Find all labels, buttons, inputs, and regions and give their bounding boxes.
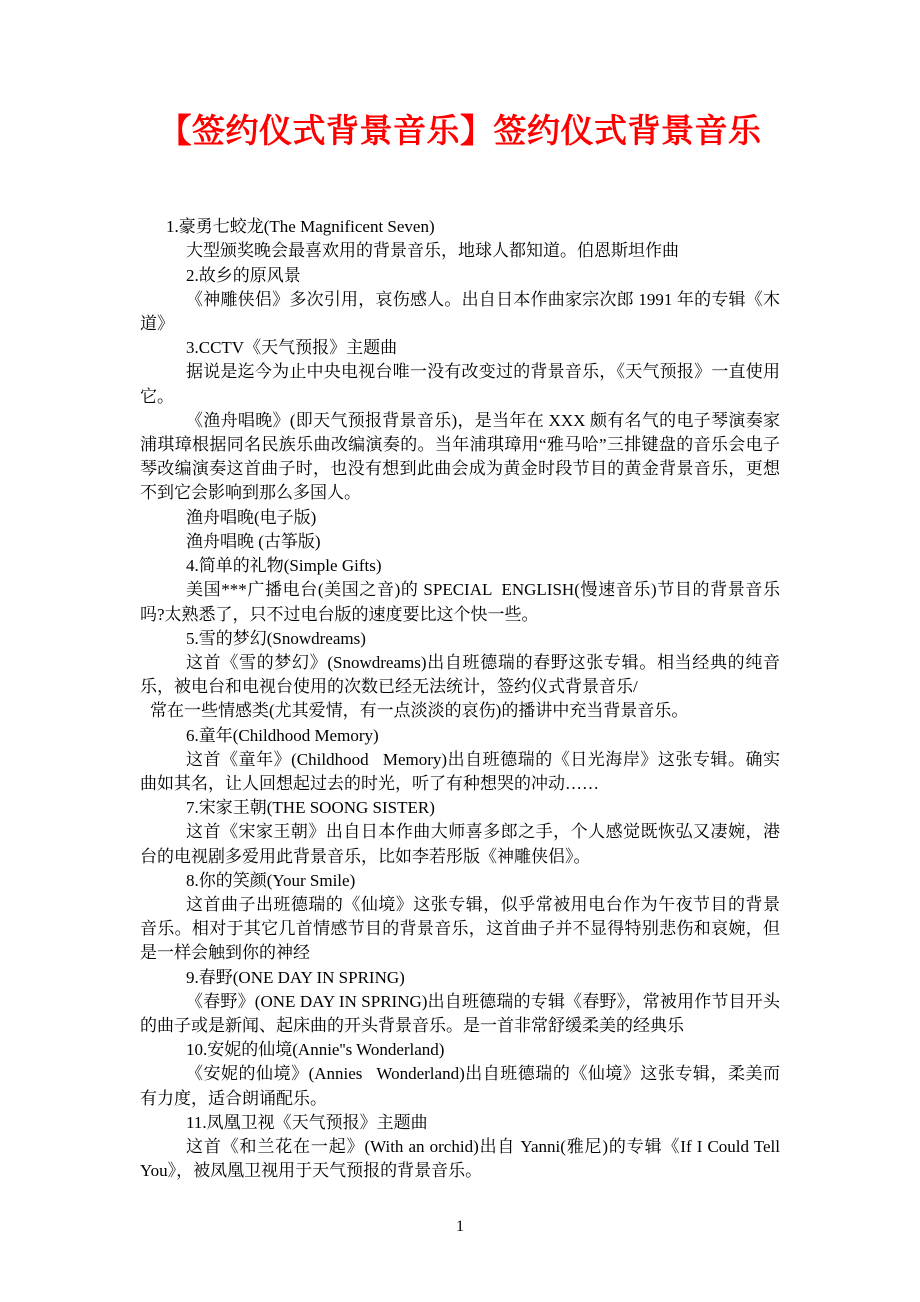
paragraph: 这首曲子出班德瑞的《仙境》这张专辑，似乎常被用电台作为午夜节目的背景音乐。相对于其它几首情感节目的背景音乐，这首曲子并不显得特别悲伤和哀婉，但是一样会触到你的神经 xyxy=(140,894,780,963)
paragraph: 《安妮的仙境》(Annies Wonderland)出自班德瑞的《仙境》这张专辑，柔美而有力度，适合朗诵配乐。 xyxy=(140,1064,780,1108)
paragraph: 4.简单的礼物(Simple Gifts) xyxy=(186,556,382,576)
page-number: 1 xyxy=(456,1218,464,1235)
paragraph: 1.豪勇七蛟龙(The Magnificent Seven) xyxy=(166,217,435,237)
paragraph: 美国***广播电台(美国之音)的 SPECIAL ENGLISH(慢速音乐)节目的背景音乐吗?太熟悉了，只不过电台版的速度要比这个快一些。 xyxy=(140,580,780,624)
paragraph: 2.故乡的原风景 xyxy=(186,265,301,285)
paragraph: 这首《宋家王朝》出自日本作曲大师喜多郎之手，个人感觉既恢弘又凄婉，港台的电视剧多爱用此背景音乐，比如李若彤版《神雕侠侣》。 xyxy=(140,822,780,866)
paragraph: 据说是迄今为止中央电视台唯一没有改变过的背景音乐，《天气预报》一直使用它。 xyxy=(140,362,780,406)
paragraph: 《渔舟唱晚》(即天气预报背景音乐)，是当年在 XXX 颇有名气的电子琴演奏家浦琪璋根据同名民族乐曲改编演奏的。当年浦琪璋用“雅马哈”三排键盘的音乐会电子琴改编演奏这首曲子时，也没有想到此曲会成为黄金时段节目的黄金背景音乐，更想不到它会影响到那么多国人。 xyxy=(140,410,780,503)
paragraph: 3.CCTV《天气预报》主题曲 xyxy=(186,338,398,358)
paragraph: 渔舟唱晚 (古筝版) xyxy=(186,531,321,551)
document-title: 【签约仪式背景音乐】签约仪式背景音乐 xyxy=(158,114,762,150)
paragraph: 这首《雪的梦幻》(Snowdreams)出自班德瑞的春野这张专辑。相当经典的纯音乐，被电台和电视台使用的次数已经无法统计，签约仪式背景音乐/ xyxy=(140,652,780,697)
paragraph: 11.凤凰卫视《天气预报》主题曲 xyxy=(186,1112,428,1132)
paragraph: 这首《童年》(Childhood Memory)出自班德瑞的《日光海岸》这张专辑。确实曲如其名，让人回想起过去的时光，听了有种想哭的冲动…… xyxy=(140,749,780,793)
paragraph: 9.春野(ONE DAY IN SPRING) xyxy=(186,967,405,987)
paragraph: 10.安妮的仙境(Annie''s Wonderland) xyxy=(186,1040,445,1060)
paragraph: 《春野》(ONE DAY IN SPRING)出自班德瑞的专辑《春野》，常被用作节目开头的曲子或是新闻、起床曲的开头背景音乐。是一首非常舒缓柔美的经典乐 xyxy=(140,991,780,1035)
document-body xyxy=(140,215,784,1183)
paragraph: 这首《和兰花在一起》(With an orchid)出自 Yanni(雅尼)的专辑《If I Could Tell You》，被凤凰卫视用于天气预报的背景音乐。 xyxy=(140,1136,784,1181)
paragraph: 渔舟唱晚(电子版) xyxy=(186,507,317,527)
paragraph: 7.宋家王朝(THE SOONG SISTER) xyxy=(186,798,435,818)
paragraph: 大型颁奖晚会最喜欢用的背景音乐，地球人都知道。伯恩斯坦作曲 xyxy=(186,241,679,261)
paragraph: 5.雪的梦幻(Snowdreams) xyxy=(186,628,366,648)
paragraph: 常在一些情感类(尤其爱情，有一点淡淡的哀伤)的播讲中充当背景音乐。 xyxy=(150,701,689,721)
paragraph: 6.童年(Childhood Memory) xyxy=(186,725,379,745)
paragraph: 《神雕侠侣》多次引用，哀伤感人。出自日本作曲家宗次郎 1991 年的专辑《木道》 xyxy=(140,289,780,334)
paragraph: 8.你的笑颜(Your Smile) xyxy=(186,870,356,890)
page-footer xyxy=(0,1218,920,1236)
